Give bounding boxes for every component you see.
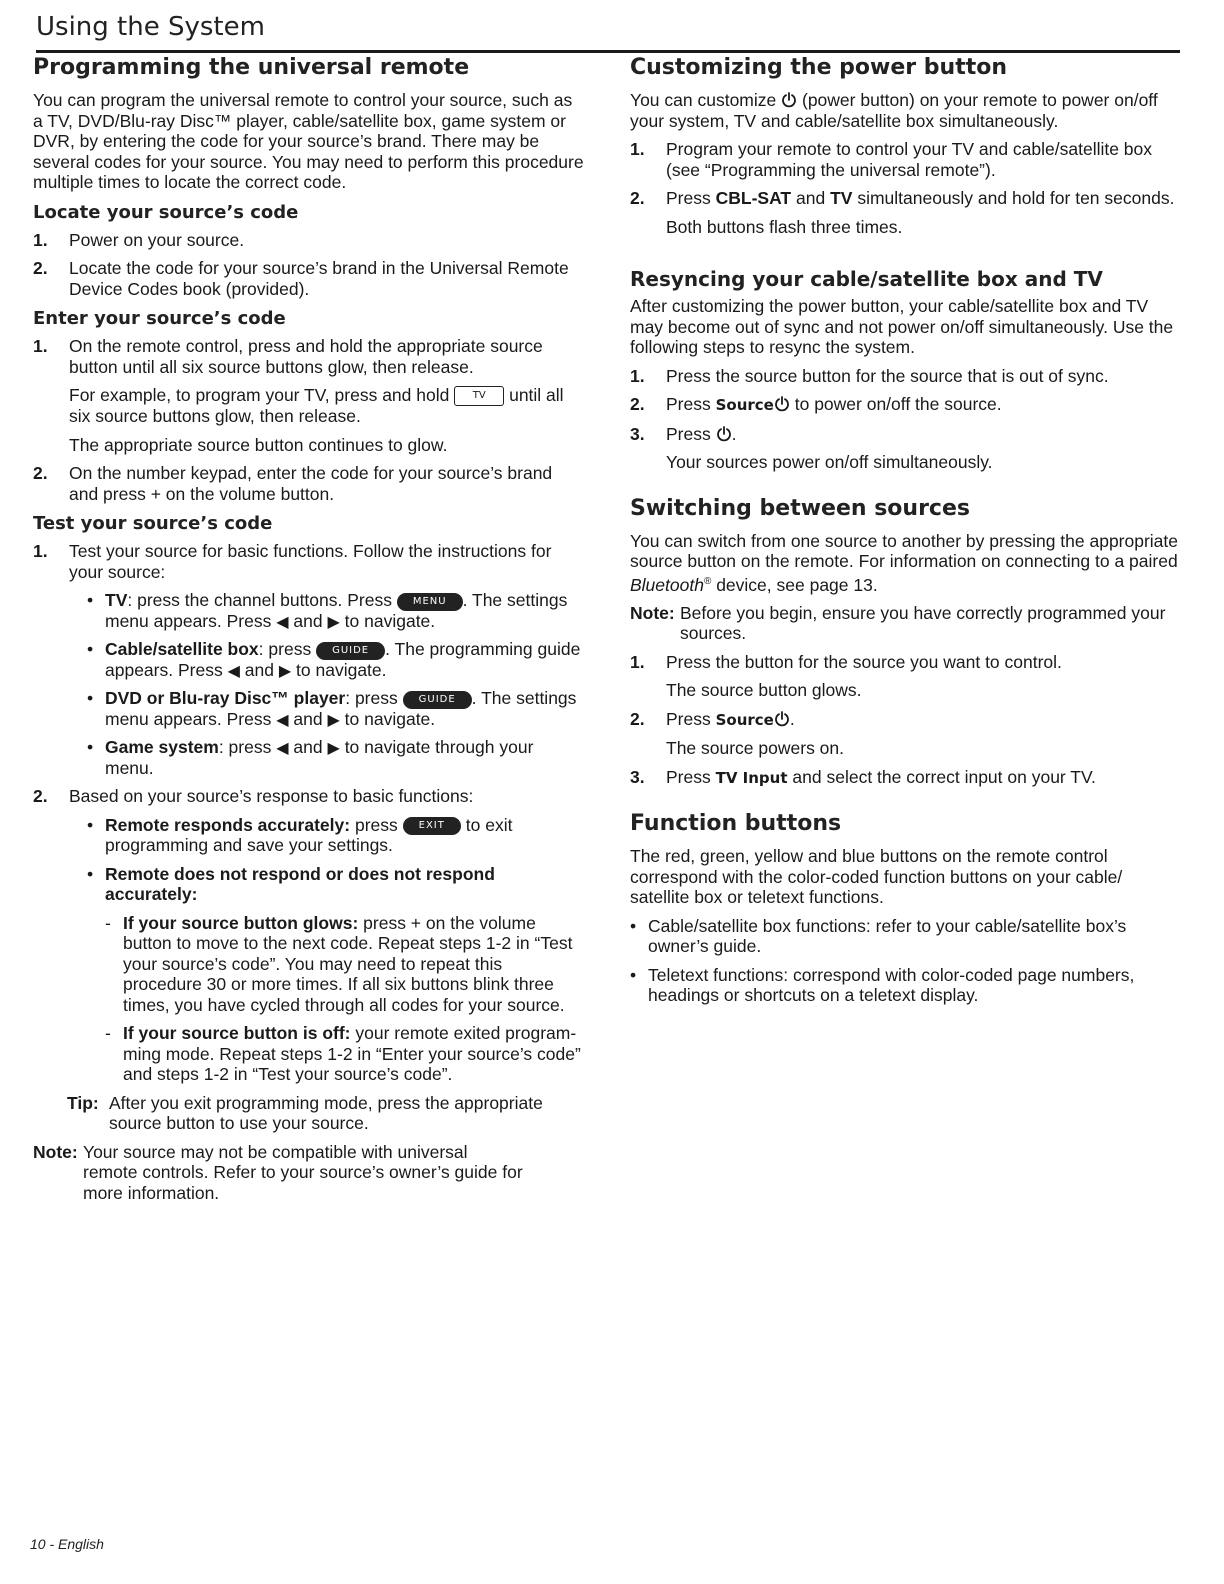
step-text: simultaneously and hold for ten seconds. — [857, 188, 1175, 208]
guide-button: GUIDE — [316, 642, 385, 660]
programming-intro: You can program the universal remote to control your source, such as a TV, DVD/Blu-ray Disc™ player, cable/satellite box, game system or DVR, by entering the code for your source’s brand. There may be several codes for your source. You may need to perform this procedure multiple times to locate the correct code. — [33, 90, 584, 192]
test-step-2 — [33, 786, 585, 1085]
bluetooth-text: Bluetooth — [630, 574, 704, 595]
switch-step-2: 2. Press Source . The source powers on. — [630, 709, 1182, 759]
step-text: Press — [666, 394, 711, 414]
test-step-1 — [33, 541, 585, 778]
bullet-text: press — [354, 814, 398, 835]
power-icon — [781, 92, 797, 108]
power-icon — [774, 396, 790, 412]
enter-step-2 — [33, 463, 585, 504]
tv-input-label: TV Input — [715, 768, 788, 787]
tip — [67, 1093, 585, 1134]
tv-button: TV — [454, 386, 504, 406]
intro-text-b: device, see page 13. — [716, 574, 878, 595]
step-number: 2. — [630, 188, 645, 208]
step-text: Press the button for the source you want to control. — [666, 651, 1062, 672]
switching-note — [630, 603, 1182, 644]
title-rule — [36, 50, 1180, 53]
bullet-label: Cable/satellite box — [105, 639, 259, 660]
left-column — [33, 54, 585, 1211]
step-number: 1. — [33, 336, 48, 356]
step-text: to power on/off the source. — [794, 394, 1002, 414]
source-label: Source — [715, 396, 774, 414]
step-number: 1. — [630, 365, 645, 386]
bullet-label: Remote does not respond or does not respond accurately: — [105, 863, 495, 905]
heading-programming: Programming the universal remote — [33, 55, 470, 80]
step-number: 3. — [630, 423, 645, 444]
dash-glows — [105, 913, 585, 1016]
resync-step-1 — [630, 366, 1182, 387]
bullet-text: to navigate. — [344, 610, 436, 631]
bullet-text: and — [293, 708, 323, 729]
resync-step-2 — [630, 394, 1182, 416]
cbl-sat-label: CBL-SAT — [715, 188, 792, 208]
step-text: Test your source for basic functions. Follow the instructions for your source: — [69, 541, 552, 582]
bullet-text: to exit programming and save your settings. — [105, 814, 513, 856]
left-arrow-icon: ◀ — [276, 740, 289, 758]
right-column — [630, 54, 1182, 1014]
resync-intro: After customizing the power button, your cable/satellite box and TV may become out of sync and not power on/off simultaneously. Use the following steps to resync the system. — [630, 296, 1174, 357]
bullet-label: TV — [105, 590, 128, 611]
heading-locate-code: Locate your source’s code — [33, 201, 299, 223]
step-text: Press — [666, 188, 711, 208]
note-text: Your source may not be compatible with universal remote controls. Refer to your source’s owner’s guide for more information. — [83, 1141, 523, 1203]
tip-text: After you exit programming mode, press the appropriate source button to use your source. — [109, 1092, 543, 1134]
switching-intro — [630, 531, 1182, 595]
step-number: 1. — [33, 541, 48, 562]
example-text-a: For example, to program your TV, press and hold — [69, 385, 450, 405]
page-header — [36, 10, 1180, 53]
step-number: 1. — [630, 651, 645, 672]
heading-resync: Resyncing your cable/satellite box and TV — [630, 267, 1103, 291]
tip-label: Tip: — [67, 1092, 99, 1113]
step-number: 2. — [33, 463, 48, 484]
page-footer: 10 - English — [30, 1536, 104, 1552]
right-arrow-icon: ▶ — [327, 613, 340, 631]
bullet-dvd — [87, 688, 585, 729]
step-number: 2. — [33, 786, 48, 807]
note — [33, 1142, 523, 1204]
intro-text-a: You can customize — [630, 90, 777, 110]
step-number: 1. — [630, 139, 645, 159]
step-text: Press — [666, 423, 711, 444]
step-text: Locate the code for your source’s brand in the Universal Remote Device Codes book (provided). — [69, 258, 569, 299]
step-text: Press the source button for the source that is out of sync. — [666, 365, 1109, 386]
bullet-label: Game system — [105, 737, 219, 758]
left-arrow-icon: ◀ — [227, 662, 240, 680]
heading-power: Customizing the power button — [630, 55, 1008, 80]
step-number: 2. — [33, 258, 48, 278]
bullet-game — [87, 737, 585, 778]
section-title: Using the System — [36, 12, 265, 42]
locate-step-1 — [33, 230, 585, 251]
note-text: Before you begin, ensure you have correctly programmed your sources. — [680, 602, 1166, 644]
bullet-text: to navigate. — [344, 708, 436, 729]
step-text: Press — [666, 708, 711, 729]
bullet-text: : press — [258, 639, 312, 660]
resync-step-3: 3. Press . Your sources power on/off simultaneously. — [630, 424, 1182, 473]
step-result: Both buttons flash three times. — [666, 216, 903, 237]
heading-test-code: Test your source’s code — [33, 513, 273, 535]
heading-enter-code: Enter your source’s code — [33, 308, 286, 329]
function-intro: The red, green, yellow and blue buttons on the remote control correspond with the color-coded function buttons on your cable/ satellite box or teletext functions. — [630, 846, 1123, 908]
bullet-cable — [87, 639, 585, 680]
power-step-1 — [630, 139, 1182, 180]
left-arrow-icon: ◀ — [276, 613, 289, 631]
note-label: Note: — [33, 1141, 78, 1162]
exit-button: EXIT — [403, 817, 461, 835]
switch-step-3 — [630, 767, 1182, 789]
dash-text: your remote exited programming mode. Repeat steps 1-2 in “Enter your source’s code” and steps 1-2 in “Test your source’s code”. — [123, 1023, 581, 1085]
bullet-text: and — [293, 737, 323, 758]
step-number: 2. — [630, 394, 645, 414]
source-label: Source — [715, 710, 774, 729]
step-text: Program your remote to control your TV and cable/satellite box (see “Programming the universal remote”). — [666, 139, 1153, 180]
step-result: The source button glows. — [666, 680, 862, 701]
dash-off — [105, 1023, 585, 1085]
bullet-label: Remote responds accurately: — [105, 814, 351, 835]
switch-step-1 — [630, 652, 1182, 701]
step-number: 3. — [630, 766, 645, 787]
step-text: Based on your source’s response to basic functions: — [69, 786, 474, 807]
enter-example — [69, 385, 585, 427]
bullet-text: : press — [218, 737, 272, 758]
bullet-text: and — [293, 610, 323, 631]
step-number: 2. — [630, 708, 645, 729]
step-text: Power on your source. — [69, 229, 245, 250]
bullet-text: : press the channel buttons. Press — [127, 590, 392, 611]
power-step-2 — [630, 188, 1182, 237]
tv-label: TV — [830, 188, 853, 208]
intro-text-b: (power button) on your remote to power on/off your system, TV and cable/satellite box simultaneously. — [630, 90, 1158, 131]
right-arrow-icon: ▶ — [327, 711, 340, 729]
function-bullet-cable: • Cable/satellite box functions: refer to your cable/satellite box’s owner’s guide. — [630, 916, 1182, 957]
example-text-b: until all six source buttons glow, then release. — [69, 385, 564, 427]
left-arrow-icon: ◀ — [276, 711, 289, 729]
bullet-text: and — [244, 659, 274, 680]
step-result: The source powers on. — [666, 738, 845, 759]
bullet-text: . The programming guide appears. Press — [105, 639, 581, 680]
right-arrow-icon: ▶ — [278, 662, 292, 680]
right-arrow-icon: ▶ — [327, 740, 340, 758]
step-text: On the number keypad, enter the code for your source’s brand and press + on the volume button. — [69, 463, 553, 504]
step-text: and select the correct input on your TV. — [792, 766, 1096, 787]
step-text: and — [795, 188, 826, 208]
step-text: On the remote control, press and hold the appropriate source button until all six source buttons glow, then release. — [69, 336, 543, 377]
heading-switching: Switching between sources — [630, 495, 970, 521]
bullet-text: to navigate. — [296, 659, 387, 680]
function-bullet-teletext: • Teletext functions: correspond with color-coded page numbers, headings or shortcuts on a teletext display. — [630, 965, 1182, 1006]
bullet-text: . The settings menu appears. Press — [105, 590, 568, 631]
bullet-tv — [87, 590, 585, 631]
menu-button: MENU — [397, 593, 463, 611]
bullet-text: to navigate through your menu. — [105, 737, 534, 778]
dash-label: If your source button is off: — [123, 1023, 351, 1044]
locate-step-2 — [33, 258, 585, 299]
power-icon — [716, 426, 732, 442]
guide-button: GUIDE — [403, 691, 472, 709]
dash-text: press + on the volume button to move to the next code. Repeat steps 1-2 in “Test your source’s code”. You may need to repeat this procedure 30 or more times. If all six buttons blink three times, you have cycled through all codes for your source. — [123, 912, 573, 1015]
bullet-not-responds — [87, 864, 585, 1085]
enter-step-1 — [33, 336, 585, 455]
power-icon — [774, 711, 790, 727]
enter-glow: The appropriate source button continues to glow. — [69, 434, 448, 455]
heading-function: Function buttons — [630, 811, 842, 837]
bullet-responds — [87, 815, 585, 856]
step-text: Press — [666, 766, 711, 787]
step-number: 1. — [33, 229, 48, 250]
bullet-text: : press — [345, 688, 398, 709]
dash-label: If your source button glows: — [123, 912, 359, 933]
note-label: Note: — [630, 602, 675, 623]
bullet-text: . The settings menu appears. Press — [105, 688, 577, 729]
power-intro — [630, 90, 1182, 131]
intro-text-a: You can switch from one source to another by pressing the appropriate source button on the remote. For information on connecting to a paired — [630, 530, 1179, 571]
bullet-label: DVD or Blu-ray Disc™ player — [105, 688, 346, 709]
registered-mark: ® — [703, 575, 712, 587]
step-result: Your sources power on/off simultaneously. — [666, 452, 993, 472]
